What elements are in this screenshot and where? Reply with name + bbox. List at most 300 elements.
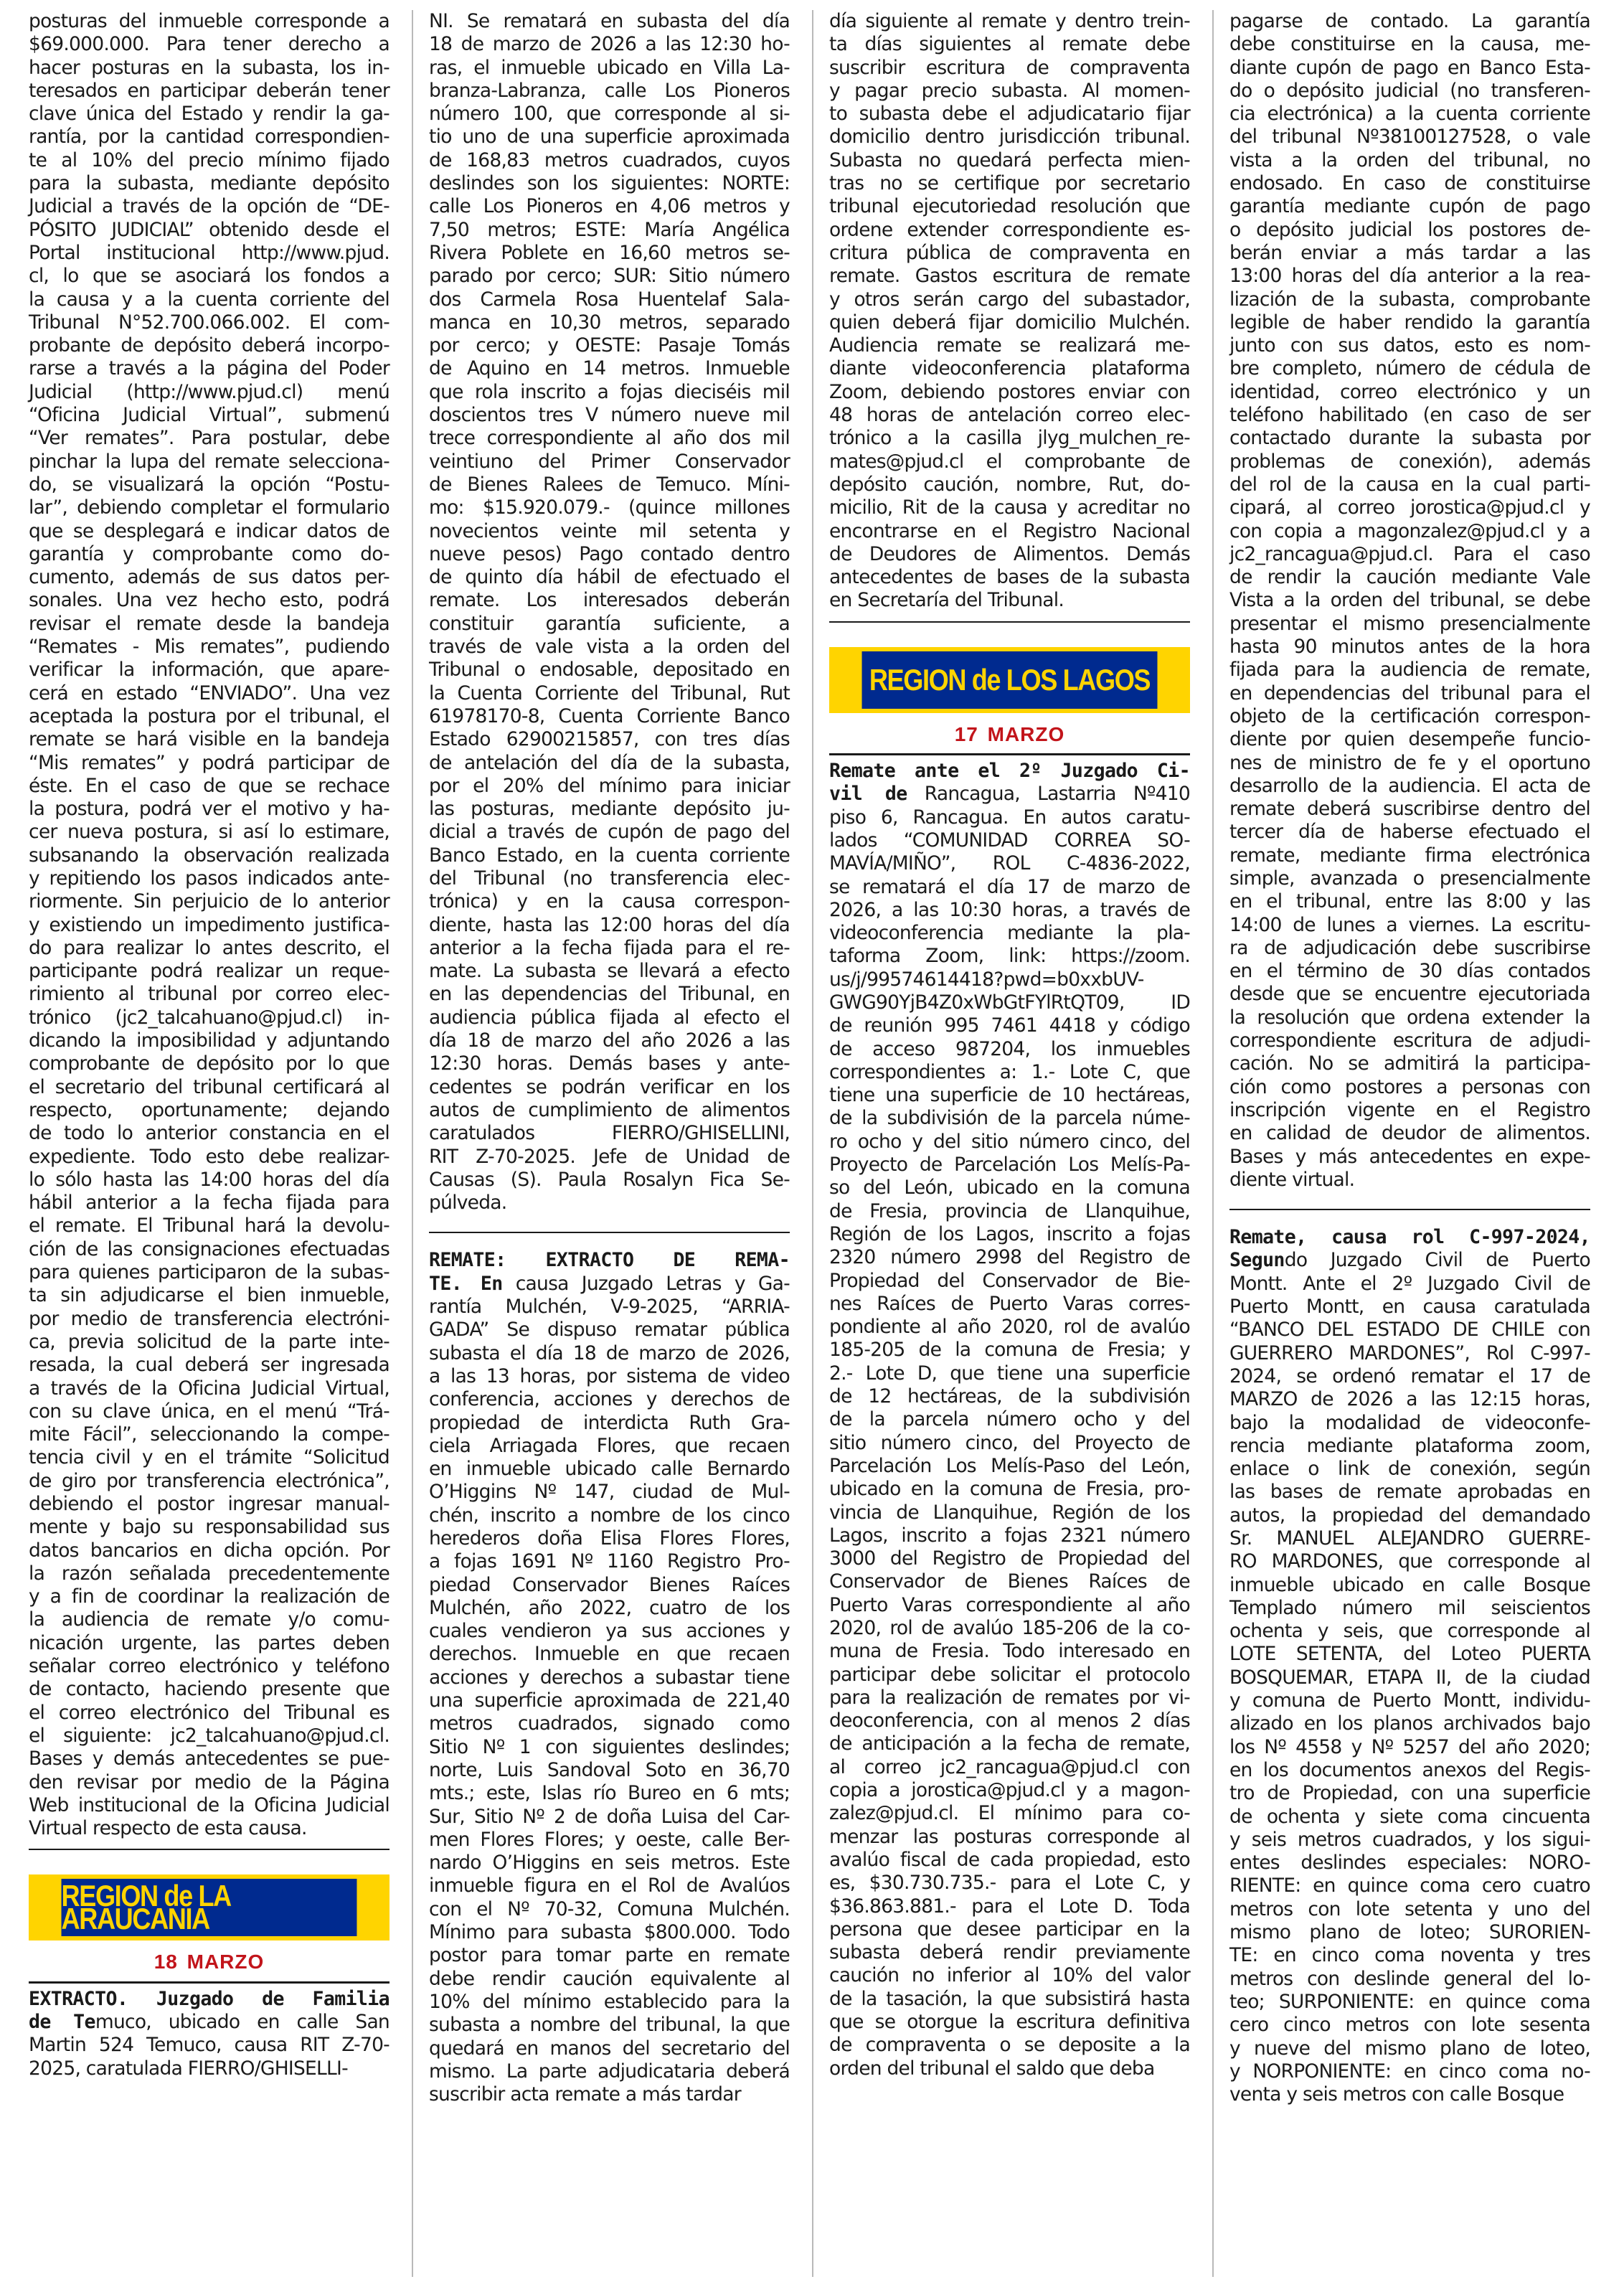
text-line: Judicial (http://www.pjud.cl) menú xyxy=(29,380,390,403)
text-line: de 12 hectáreas, de la subdivisión xyxy=(829,1385,1190,1408)
text-line: de la tasación, la que subsistirá hasta xyxy=(829,1987,1190,2010)
region-banner-title: REGION de LA ARAUCANIA xyxy=(61,1879,230,1936)
text-line xyxy=(829,760,1190,783)
text-line: las bases de remate aprobadas en xyxy=(1229,1481,1590,1504)
auction-date-month: MARZO xyxy=(187,1951,265,1973)
text-line: número 100, que corresponde al si- xyxy=(429,103,790,126)
text-line: “BANCO DEL ESTADO DE CHILE con xyxy=(1229,1319,1590,1341)
text-line: autos de cumplimiento de alimentos xyxy=(429,1098,790,1121)
text-line: problemas de conexión), además xyxy=(1229,450,1590,473)
text-line: y pagar precio subasta. Al momen- xyxy=(829,79,1190,102)
notice-lead: REMATE: EXTRACTO DE REMA- xyxy=(429,1249,790,1272)
text-line: día siguiente al remate y dentro trein- xyxy=(829,10,1190,32)
text-line: pondiente al año 2020, rol de avalúo xyxy=(829,1316,1190,1339)
text-line: subasta a nombre del tribunal, la que xyxy=(429,2014,790,2037)
text-line: trónico a la casilla jlyg_mulchen_re- xyxy=(829,427,1190,450)
text-line: 2024, se ordenó rematar el 17 de xyxy=(1229,1364,1590,1387)
text-line: respecto, oportunamente; dejando xyxy=(29,1098,390,1121)
text-line: que se desplegará e indicar datos de xyxy=(29,519,390,542)
text-line: NI. Se rematará en subasta del día xyxy=(429,10,790,32)
text-line: púlveda. xyxy=(429,1192,507,1215)
text-line: riormente. Sin perjuicio de lo anterior xyxy=(29,890,390,913)
text-line: deoconferencia, con al menos 2 días xyxy=(829,1709,1190,1732)
text-line: Templado número mil seiscientos xyxy=(1229,1596,1590,1619)
text-line: cación. No se admitirá la participa- xyxy=(1229,1052,1590,1075)
text-line: ras, el inmueble ubicado en Villa La- xyxy=(429,56,790,79)
text-line: 10% del mínimo establecido para la xyxy=(429,1990,790,2013)
text-line: garantía y comprobante como do- xyxy=(29,542,390,565)
text-line: metros cuadrados, signado como xyxy=(429,1712,790,1735)
text-line: tencia civil y en el trámite “Solicitud xyxy=(29,1446,390,1469)
text-line: clave única del Estado y rendir la ga- xyxy=(29,103,390,126)
text-line xyxy=(29,1988,390,2011)
text-line: ción de las consignaciones efectuadas xyxy=(29,1237,390,1260)
text-line: lo sólo hasta las 14:00 horas del día xyxy=(29,1168,390,1191)
text-line: la postura, podrá ver el motivo y ha- xyxy=(29,798,390,821)
text-line: ochenta y seis, que corresponde al xyxy=(1229,1620,1590,1643)
text-line: y repitiendo los pasos indicados ante- xyxy=(29,867,390,890)
text-line: orden del tribunal el saldo que deba xyxy=(829,2057,1155,2080)
text-line: participar debe solicitar el protocolo xyxy=(829,1663,1190,1686)
text-line: 7,50 metros; ESTE: María Angélica xyxy=(429,218,790,241)
auction-date-day: 18 xyxy=(154,1951,178,1973)
text-line: por cerco; y OESTE: Pasaje Tomás xyxy=(429,334,790,357)
notice-remate-mulchen xyxy=(429,1249,790,2106)
text-line: en Secretaría del Tribunal. xyxy=(829,589,1064,612)
text-line: videoconferencia mediante la pla- xyxy=(829,922,1190,945)
text-line: micilio, Rit de la causa y acreditar no xyxy=(829,496,1190,519)
text-line: de Aquino en 14 metros. Inmueble xyxy=(429,357,790,380)
text-line: en los documentos anexos del Regis- xyxy=(1229,1758,1590,1781)
text-line: pinchar la lupa del remate selecciona- xyxy=(29,450,390,473)
text-line: Martin 524 Temuco, causa RIT Z-70- xyxy=(29,2034,390,2057)
text-line: Sur, Sitio Nº 2 de doña Luisa del Car- xyxy=(429,1805,790,1828)
text-line: veintiuno del Primer Conservador xyxy=(429,450,790,473)
text-line: 2.- Lote D, que tiene una superficie xyxy=(829,1362,1190,1385)
notice-lead: vil de xyxy=(829,783,907,806)
text-line: Lagos, inscrito a fojas 2321 número xyxy=(829,1524,1190,1547)
text-line: dos Carmela Rosa Huentelaf Sala- xyxy=(429,288,790,311)
text-line: Tribunal N°52.700.066.002. El com- xyxy=(29,311,390,334)
text-line: del rol de la causa en la cual parti- xyxy=(1229,473,1590,496)
text-line: cipará, al correo jorostica@pjud.cl y xyxy=(1229,496,1590,519)
text-line: comprobante de depósito por lo que xyxy=(29,1052,390,1075)
text-line: quedará en manos del secretario del xyxy=(429,2037,790,2060)
text-line: pagarse de contado. La garantía xyxy=(1229,10,1590,32)
text-line: Tribunal o endosable, depositado en xyxy=(429,659,790,682)
text-line: vista a la orden del tribunal, no xyxy=(1229,148,1590,171)
text-line: cuales vendieron ya sus acciones y xyxy=(429,1620,790,1643)
notice-remate-puerto-montt xyxy=(1229,1226,1590,2106)
text-line: participante podrá realizar un reque- xyxy=(29,960,390,983)
text-line: la Cuenta Corriente del Tribunal, Rut xyxy=(429,682,790,704)
text-line: ubicado en la comuna de Fresia, pro- xyxy=(829,1478,1190,1501)
text-line: cedentes se podrán verificar en los xyxy=(429,1075,790,1098)
text-line: dicando la imposibilidad y adjuntando xyxy=(29,1029,390,1052)
text-line: chén, inscrito a nombre de los cinco xyxy=(429,1504,790,1527)
text-line: trece correspondiente al año dos mil xyxy=(429,427,790,450)
text-line: doscientos tres V número nueve mil xyxy=(429,404,790,427)
text-line: para la subasta, mediante depósito xyxy=(29,172,390,195)
text-line: correspondientes a: 1.- Lote C, que xyxy=(829,1060,1190,1083)
text-line: de ochenta y siete coma cincuenta xyxy=(1229,1805,1590,1828)
text-line: 2020, rol de avalúo 185-206 de la co- xyxy=(829,1617,1190,1639)
text-line: venta y seis metros con calle Bosque xyxy=(1229,2083,1564,2106)
text-line: inmueble ubicado en calle Bosque xyxy=(1229,1573,1590,1596)
text-line: rencia mediante plataforma zoom, xyxy=(1229,1434,1590,1457)
column-rule xyxy=(812,10,813,2277)
text-line: den revisar por medio de la Página xyxy=(29,1770,390,1793)
text-line: subsanando la observación realizada xyxy=(29,844,390,867)
text-line: ta sin adjudicarse el bien inmueble, xyxy=(29,1284,390,1307)
text-line: caratulados FIERRO/GHISELLINI, xyxy=(429,1122,790,1145)
text-line: autos, la propiedad del demandado xyxy=(1229,1504,1590,1527)
text-line: debe rendir caución equivalente al xyxy=(429,1967,790,1990)
notice-continuation xyxy=(829,10,1190,613)
text-line: y a fin de coordinar la realización de xyxy=(29,1585,390,1608)
column-rule xyxy=(412,10,413,2277)
text-line: Judicial a través de la opción de “DE- xyxy=(29,195,390,218)
text-line: do para realizar lo antes descrito, el xyxy=(29,936,390,959)
text-line: tras no se certifique por secretario xyxy=(829,172,1190,195)
text-line: TE: en cinco coma noventa y tres xyxy=(1229,1944,1590,1967)
text-line: en el tribunal, entre las 8:00 y las xyxy=(1229,890,1590,913)
text-line: critura pública de compraventa en xyxy=(829,241,1190,264)
text-line: de Fresia, provincia de Llanquihue, xyxy=(829,1199,1190,1222)
text-line: de 168,83 metros cuadrados, cuyos xyxy=(429,148,790,171)
text-line: 3000 del Registro de Propiedad del xyxy=(829,1547,1190,1570)
text-line: verificar la información, que apare- xyxy=(29,659,390,682)
text-line: teresados en participar deberán tener xyxy=(29,79,390,102)
text-line: cumento, además de sus datos per- xyxy=(29,566,390,589)
text-line: Región de los Lagos, inscrito a fojas xyxy=(829,1222,1190,1245)
text-line: Puerto Montt, en causa caratulada xyxy=(1229,1296,1590,1319)
text-line: piso 6, Rancagua. En autos caratu- xyxy=(829,806,1190,829)
column-1 xyxy=(29,10,390,2080)
text-line: Conservador de Bienes Raíces de xyxy=(829,1570,1190,1593)
text-line: mates@pjud.cl el comprobante de xyxy=(829,450,1190,473)
text-line: remate. Gastos escritura de remate xyxy=(829,265,1190,288)
text-line: tiene una superficie de 10 hectáreas, xyxy=(829,1084,1190,1107)
text-line: menzar las posturas corresponde al xyxy=(829,1825,1190,1848)
text-line: nes de ministro de fe y el oportuno xyxy=(1229,751,1590,774)
text-line: posturas del inmueble corresponde a xyxy=(29,10,390,32)
text-line: trónico (jc2_talcahuano@pjud.cl) in- xyxy=(29,1006,390,1029)
text-line: persona que desee participar en la xyxy=(829,1918,1190,1940)
text-line: endosado. En caso de constituirse xyxy=(1229,172,1590,195)
text-line: la razón señalada precedentemente xyxy=(29,1562,390,1585)
notice-lead: de Te xyxy=(29,2011,95,2034)
text-line: una superficie aproximada de 221,40 xyxy=(429,1689,790,1712)
text-line xyxy=(1229,1226,1590,1249)
text-line: enlace o link de conexión, según xyxy=(1229,1458,1590,1481)
text-line: jc2_rancagua@pjud.cl. Para el caso xyxy=(1229,542,1590,565)
text-line: identidad, correo electrónico y un xyxy=(1229,380,1590,403)
text-line: del Tribunal (no transferencia elec- xyxy=(429,867,790,890)
text-line: mate. La subasta se llevará a efecto xyxy=(429,960,790,983)
text-line: Proyecto de Parcelación Los Melís-Pa- xyxy=(829,1154,1190,1176)
text-line: de antelación del día de la subasta, xyxy=(429,751,790,774)
text-line: to subasta debe el adjudicatario fijar xyxy=(829,103,1190,126)
text-line: Bases y más antecedentes en expe- xyxy=(1229,1145,1590,1168)
text-line: teo; SURPONIENTE: en quince coma xyxy=(1229,1990,1590,2013)
text-line: rantía Mulchén, V-9-2025, “ARRIA- xyxy=(429,1296,790,1319)
text-line: so del León, ubicado en la comuna xyxy=(829,1176,1190,1199)
text-line: GUERRERO MARDONES”, Rol C-997- xyxy=(1229,1341,1590,1364)
text-line: 185-205 de la comuna de Fresia; y xyxy=(829,1339,1190,1362)
text-line: sitio número cinco, del Proyecto de xyxy=(829,1431,1190,1454)
text-line: postor para tomar parte en remate xyxy=(429,1944,790,1967)
text-line: a las 13 horas, por sistema de video xyxy=(429,1364,790,1387)
text-line: branza-Labranza, calle Los Pioneros xyxy=(429,79,790,102)
text-line: rantía, por la cantidad correspondien- xyxy=(29,126,390,148)
text-line: suscribir acta remate a más tardar xyxy=(429,2083,741,2106)
text-line: “Ver remates”. Para postular, debe xyxy=(29,427,390,450)
text-line: tercer día de haberse efectuado el xyxy=(1229,821,1590,844)
text-line: remate, mediante firma electrónica xyxy=(1229,844,1590,867)
text-line: y nueve del mismo plano de loteo, xyxy=(1229,2037,1590,2060)
text-line: Subasta no quedará perfecta mien- xyxy=(829,148,1190,171)
notice-lead: Remate, causa rol C-997-2024, xyxy=(1229,1226,1590,1249)
text-line: por el 20% del mínimo para iniciar xyxy=(429,774,790,797)
text-line: garantía mediante cupón de pago xyxy=(1229,195,1590,218)
text-line: debe constituirse en la causa, me- xyxy=(1229,33,1590,56)
text-line: lar”, debiendo completar el formulario xyxy=(29,496,390,519)
text-line: la causa y a la cuenta corriente del xyxy=(29,288,390,311)
text-line: mite Fácil”, seleccionando la compe- xyxy=(29,1423,390,1446)
text-line: lización de la subasta, comprobante xyxy=(1229,288,1590,311)
text-line: que rola inscrito a fojas dieciséis mil xyxy=(429,380,790,403)
text-line: nardo O’Higgins en seis metros. Este xyxy=(429,1852,790,1874)
text-line: y comuna de Puerto Montt, individu- xyxy=(1229,1689,1590,1712)
text-line: diante cupón de pago en Banco Esta- xyxy=(1229,56,1590,79)
text-line: en inmueble ubicado calle Bernardo xyxy=(429,1458,790,1481)
text-line: alizado en los planos archivados bajo xyxy=(1229,1712,1590,1735)
text-line: ro ocho y del sitio número cinco, del xyxy=(829,1130,1190,1153)
text-line: mente y bajo su responsabilidad sus xyxy=(29,1516,390,1539)
text-line: men Flores Flores; y oeste, calle Ber- xyxy=(429,1828,790,1851)
text-line: y seis metros cuadrados, y los sigui- xyxy=(1229,1828,1590,1851)
text-line: metros con lote setenta y uno del xyxy=(1229,1897,1590,1920)
text-line: MARZO de 2026 a las 12:15 horas, xyxy=(1229,1388,1590,1411)
text-line: nes Raíces de Puerto Varas corres- xyxy=(829,1292,1190,1315)
text-line: berán enviar a más tardar a las xyxy=(1229,241,1590,264)
text-line: al correo jc2_rancagua@pjud.cl con xyxy=(829,1755,1190,1778)
text-line: de Bienes Ralees de Temuco. Míni- xyxy=(429,473,790,496)
notice-continuation xyxy=(1229,10,1590,1192)
text-line: nueve pesos) Pago contado dentro xyxy=(429,542,790,565)
text-line: cia electrónica) a la cuenta corriente xyxy=(1229,103,1590,126)
text-line: entes deslindes especiales: NORO- xyxy=(1229,1852,1590,1874)
text-line: dicial a través de cupón de pago del xyxy=(429,821,790,844)
text-line: herederos doña Elisa Flores Flores, xyxy=(429,1527,790,1550)
text-line: mo: $15.920.079.- (quince millones xyxy=(429,496,790,519)
text-line: novecientos veinte mil setenta y xyxy=(429,519,790,542)
text-line: vil de Rancagua, Lastarria Nº410 xyxy=(829,783,1190,806)
text-line: Mulchén, año 2022, cuatro de los xyxy=(429,1596,790,1619)
text-line: inscripción vigente en el Registro xyxy=(1229,1098,1590,1121)
text-line: en dependencias del tribunal para el xyxy=(1229,682,1590,704)
text-line: copia a jorostica@pjud.cl y a magon- xyxy=(829,1779,1190,1802)
text-line: ciela Arriagada Flores, que recaen xyxy=(429,1434,790,1457)
text-line: RIENTE: en quince coma cero cuatro xyxy=(1229,1874,1590,1897)
text-line: con el Nº 70-32, Comuna Mulchén. xyxy=(429,1897,790,1920)
region-banner-title: REGION de LOS LAGOS xyxy=(869,662,1151,697)
text-line: es, $30.730.735.- para el Lote C, y xyxy=(829,1872,1190,1895)
text-line: con copia a magonzalez@pjud.cl y a xyxy=(1229,519,1590,542)
auction-date-heading xyxy=(29,1951,390,1973)
text-line: cero cinco metros con lote sesenta xyxy=(1229,2014,1590,2037)
text-line: ra de adjudicación debe suscribirse xyxy=(1229,936,1590,959)
text-line: domicilio dentro jurisdicción tribunal. xyxy=(829,126,1190,148)
text-line: encontrarse en el Registro Nacional xyxy=(829,519,1190,542)
text-line: remate. Los interesados deberán xyxy=(429,589,790,612)
text-line: te al 10% del precio mínimo fijado xyxy=(29,148,390,171)
text-line: audiencia pública fijada al efecto el xyxy=(429,1006,790,1029)
text-line: cerá en estado “ENVIADO”. Una vez xyxy=(29,682,390,704)
text-line: Web institucional de la Oficina Judicial xyxy=(29,1793,390,1816)
text-line: taforma Zoom, link: https://zoom. xyxy=(829,945,1190,968)
text-line: O’Higgins Nº 147, ciudad de Mul- xyxy=(429,1481,790,1504)
column-rule xyxy=(1212,10,1214,2277)
text-line: para quienes participaron de la subas- xyxy=(29,1261,390,1284)
text-line: 12:30 horas. Demás bases y ante- xyxy=(429,1052,790,1075)
text-line: 2025, caratulada FIERRO/GHISELLI- xyxy=(29,2057,348,2080)
text-line: Montt. Ante el 2º Juzgado Civil de xyxy=(1229,1272,1590,1295)
text-line: suscribir escritura de compraventa xyxy=(829,56,1190,79)
text-line: Banco Estado, en la cuenta corriente xyxy=(429,844,790,867)
text-line: cer nueva postura, si así lo estimare, xyxy=(29,821,390,844)
text-line: piedad Conservador Bienes Raíces xyxy=(429,1573,790,1596)
text-line: Segundo Juzgado Civil de Puerto xyxy=(1229,1249,1590,1272)
text-line: presentar el mismo presencialmente xyxy=(1229,612,1590,635)
region-banner xyxy=(29,1874,390,1940)
text-line: de contacto, haciendo presente que xyxy=(29,1678,390,1701)
text-line xyxy=(429,1249,790,1272)
text-line: inmueble figura en el Rol de Avalúos xyxy=(429,1874,790,1897)
column-4 xyxy=(1229,10,1590,2106)
text-line: la resolución que ordena extender la xyxy=(1229,1006,1590,1029)
text-line: correspondiente escritura de adjudi- xyxy=(1229,1029,1590,1052)
column-3 xyxy=(829,10,1190,2080)
text-line: teléfono habilitado (en caso de ser xyxy=(1229,404,1590,427)
text-line: de la parcela número ocho y del xyxy=(829,1408,1190,1431)
text-line: BOSQUEMAR, ETAPA II, de la ciudad xyxy=(1229,1666,1590,1689)
text-line: se rematará el día 17 de marzo de xyxy=(829,875,1190,898)
text-line: anterior a la fecha fijada para el re- xyxy=(429,936,790,959)
text-line: avalúo fiscal de cada propiedad, esto xyxy=(829,1848,1190,1871)
text-line: Rivera Poblete en 16,60 metros se- xyxy=(429,241,790,264)
text-line: diente por quien desempeñe funcio- xyxy=(1229,728,1590,751)
text-line: revisar el remate desde la bandeja xyxy=(29,612,390,635)
text-line: 18 de marzo de 2026 a las 12:30 ho- xyxy=(429,33,790,56)
text-line: de Temuco, ubicado en calle San xyxy=(29,2011,390,2034)
text-line: de acceso 987204, los inmuebles xyxy=(829,1037,1190,1060)
text-line: do, se visualizará la opción “Postu- xyxy=(29,473,390,496)
text-line: “Mis remates” y podrá participar de xyxy=(29,751,390,774)
text-line: éste. En el caso de que se rechace xyxy=(29,774,390,797)
text-line: Sitio Nº 1 con siguientes deslindes; xyxy=(429,1735,790,1758)
text-line: 14:00 de lunes a viernes. La escritu- xyxy=(1229,913,1590,936)
text-line: GWG90YjB4Z0xWbGtFYlRtQT09, ID xyxy=(829,991,1190,1014)
text-line: rimiento al tribunal por correo elec- xyxy=(29,983,390,1006)
text-line: cl, lo que se asociará los fondos a xyxy=(29,265,390,288)
text-line: quien deberá fijar domicilio Mulchén. xyxy=(829,311,1190,334)
text-line: do o depósito judicial (no transferen- xyxy=(1229,79,1590,102)
text-line: legible de haber rendido la garantía xyxy=(1229,311,1590,334)
text-line: el siguiente: jc2_talcahuano@pjud.cl. xyxy=(29,1724,390,1747)
notice-continuation xyxy=(29,10,390,1840)
text-line: depósito caución, nombre, Rut, do- xyxy=(829,473,1190,496)
text-line: 48 horas de antelación correo elec- xyxy=(829,404,1190,427)
text-line: $36.863.881.- para el Lote D. Toda xyxy=(829,1895,1190,1918)
text-line: RIT Z-70-2025. Jefe de Unidad de xyxy=(429,1145,790,1168)
text-line: el correo electrónico del Tribunal es xyxy=(29,1701,390,1724)
text-line: zalez@pjud.cl. El mínimo para co- xyxy=(829,1802,1190,1825)
text-line: sonales. Una vez hecho esto, podrá xyxy=(29,589,390,612)
text-line: GADA” Se dispuso rematar pública xyxy=(429,1319,790,1341)
text-line: simple, avanzada o presencialmente xyxy=(1229,867,1590,890)
text-line: hacer posturas en la subasta, los in- xyxy=(29,56,390,79)
text-line: $69.000.000. Para tener derecho a xyxy=(29,33,390,56)
text-line: us/j/99574614418?pwd=b0xxbUV- xyxy=(829,968,1144,991)
text-line: de compraventa o se deposite a la xyxy=(829,2034,1190,2057)
text-line: norte, Luis Sandoval Soto en 36,70 xyxy=(429,1758,790,1781)
text-line: por medio de transferencia electróni- xyxy=(29,1307,390,1330)
text-line: debiendo el postor ingresar manual- xyxy=(29,1493,390,1515)
text-line: “Oficina Judicial Virtual”, submenú xyxy=(29,404,390,427)
text-line: deslindes son los siguientes: NORTE: xyxy=(429,172,790,195)
text-line: diente virtual. xyxy=(1229,1168,1355,1191)
column-2 xyxy=(429,10,790,2106)
text-line: tribunal ejecutoriedad resolución que xyxy=(829,195,1190,218)
text-line: de rendir la caución mediante Vale xyxy=(1229,566,1590,589)
text-line: través de vale vista a la orden del xyxy=(429,636,790,659)
text-line: hábil anterior a la fecha fijada para xyxy=(29,1192,390,1215)
text-line: de quinto día hábil de efectuado el xyxy=(429,566,790,589)
auction-date-heading xyxy=(829,723,1190,746)
text-line: tro de Propiedad, con una superficie xyxy=(1229,1782,1590,1805)
region-banner xyxy=(829,647,1190,713)
text-line: Parcelación Los Melís-Paso del León, xyxy=(829,1454,1190,1477)
text-line: Bases y demás antecedentes se pue- xyxy=(29,1748,390,1770)
text-line: remate se hará visible en la bandeja xyxy=(29,728,390,751)
text-line: a través de la Oficina Judicial Virtual, xyxy=(29,1377,390,1400)
text-line: de la subdivisión de la parcela núme- xyxy=(829,1107,1190,1130)
text-line: día 18 de marzo del año 2026 a las xyxy=(429,1029,790,1052)
text-line: junto con sus datos, esto es nom- xyxy=(1229,334,1590,357)
text-line: 61978170-8, Cuenta Corriente Banco xyxy=(429,704,790,727)
text-line: derechos. Inmueble en que recaen xyxy=(429,1643,790,1666)
text-line: en las dependencias del Tribunal, en xyxy=(429,983,790,1006)
text-line: resada, la cual deberá ser ingresada xyxy=(29,1354,390,1377)
text-line: acciones y derechos a subastar tiene xyxy=(429,1666,790,1689)
text-line: remate deberá suscribirse dentro del xyxy=(1229,798,1590,821)
text-line: Estado 62900215857, con tres días xyxy=(429,728,790,751)
text-line: hasta 90 minutos antes de la hora xyxy=(1229,636,1590,659)
text-line: Causas (S). Paula Rosalyn Fica Se- xyxy=(429,1168,790,1191)
text-line: tio uno de una superficie aproximada xyxy=(429,126,790,148)
auction-date-day: 17 xyxy=(954,722,978,745)
text-line: 2320 número 2998 del Registro de xyxy=(829,1246,1190,1269)
text-line: lados “COMUNIDAD CORREA SO- xyxy=(829,829,1190,852)
text-line: de reunión 995 7461 4418 y código xyxy=(829,1014,1190,1037)
text-line: MAVÍA/MIÑO”, ROL C-4836-2022, xyxy=(829,852,1190,875)
text-line: aceptada la postura por el tribunal, el xyxy=(29,704,390,727)
text-line: Mínimo para subasta $800.000. Todo xyxy=(429,1921,790,1944)
text-line: trónica) y en la causa correspon- xyxy=(429,890,790,913)
text-line: metros con deslinde general del lo- xyxy=(1229,1967,1590,1990)
